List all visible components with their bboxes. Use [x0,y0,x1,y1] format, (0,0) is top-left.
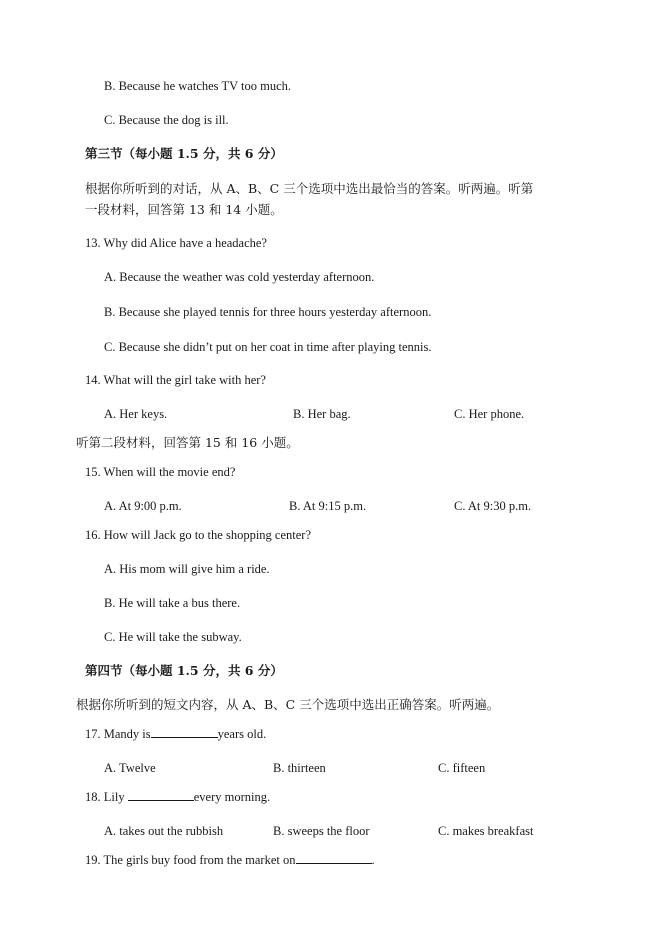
q14-stem: 14. What will the girl take with her? [85,373,266,387]
q18-option-c: C. makes breakfast [438,824,534,838]
q19-stem-before: 19. The girls buy food from the market on [85,853,296,867]
q14-option-b: B. Her bag. [293,407,351,421]
q18-answer-blank [128,789,194,801]
q16-option-b: B. He will take a bus there. [104,596,241,610]
q15-stem: 15. When will the movie end? [85,465,236,479]
q15-option-a: A. At 9:00 p.m. [104,499,182,513]
q18-option-b: B. sweeps the floor [273,824,370,838]
q17-option-b: B. thirteen [273,761,326,775]
option-c: C. Because the dog is ill. [104,113,229,127]
q16-option-c: C. He will take the subway. [104,630,242,644]
q13-option-a: A. Because the weather was cold yesterday afternoon. [104,270,375,284]
option-b: B. Because he watches TV too much. [104,79,291,93]
q19-answer-blank [296,852,372,864]
q17-stem [85,726,266,742]
q17-stem-after: years old. [217,727,267,741]
q15-option-b: B. At 9:15 p.m. [289,499,367,513]
section3-heading: 第三节（每小题 1.5 分，共 6 分） [85,146,283,161]
q17-option-c: C. fifteen [438,761,486,775]
section3-instruction-line2: 一段材料，回答第 13 和 14 小题。 [85,202,283,217]
q15-option-c: C. At 9:30 p.m. [454,499,532,513]
q13-option-c: C. Because she didn’t put on her coat in time after playing tennis. [104,340,432,354]
q14-option-a: A. Her keys. [104,407,168,421]
section3-instruction-line1: 根据你所听到的对话，从 A、B、C 三个选项中选出最恰当的答案。听两遍。听第 [85,181,534,196]
q18-option-a: A. takes out the rubbish [104,824,224,838]
q19-stem [85,852,375,868]
q13-option-b: B. Because she played tennis for three hours yesterday afternoon. [104,305,432,319]
q17-option-a: A. Twelve [104,761,156,775]
q18-stem-before: 18. Lily [85,790,125,804]
q19-stem-after: . [371,853,375,867]
q16-stem: 16. How will Jack go to the shopping center? [85,528,311,542]
q18-stem-after: every morning. [193,790,271,804]
q13-stem: 13. Why did Alice have a headache? [85,236,267,250]
q17-answer-blank [151,726,218,738]
q18-stem [85,789,270,805]
q14-option-c: C. Her phone. [454,407,525,421]
material2-note: 听第二段材料，回答第 15 和 16 小题。 [76,435,299,450]
section4-heading: 第四节（每小题 1.5 分，共 6 分） [85,663,283,678]
section4-instruction: 根据你所听到的短文内容，从 A、B、C 三个选项中选出正确答案。听两遍。 [76,697,500,712]
q16-option-a: A. His mom will give him a ride. [104,562,270,576]
q17-stem-before: 17. Mandy is [85,727,151,741]
